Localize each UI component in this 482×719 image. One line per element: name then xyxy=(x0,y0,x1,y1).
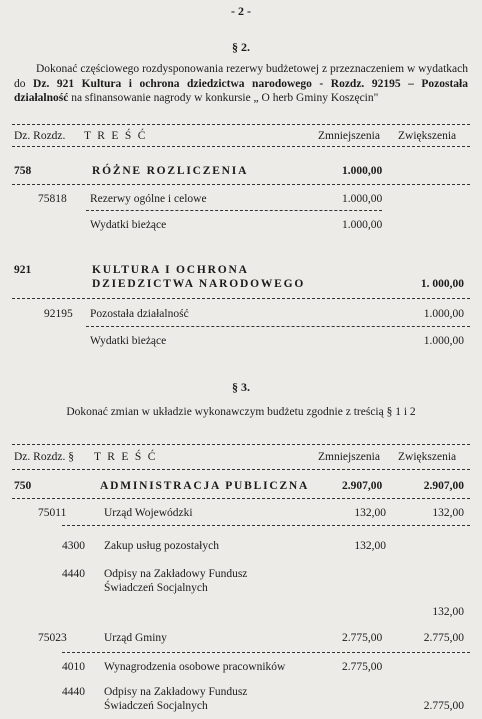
section-3-title: § 3. xyxy=(232,380,250,394)
page-number: - 2 - xyxy=(231,4,251,18)
row-increase: 132,00 xyxy=(432,606,464,618)
row-code: 75011 xyxy=(38,507,67,519)
row-code: 4010 xyxy=(62,661,85,673)
row-decrease: 1.000,00 xyxy=(342,193,383,205)
row-increase: 2.907,00 xyxy=(423,480,464,492)
divider xyxy=(62,525,470,526)
header-zwiekszenia: Zwiększenia xyxy=(398,451,457,463)
row-increase: 1. 000,00 xyxy=(420,278,464,290)
row-increase: 1.000,00 xyxy=(423,308,464,320)
header-zwiekszenia: Zwiększenia xyxy=(398,130,457,142)
divider xyxy=(12,444,470,445)
row-text: Wydatki bieżące xyxy=(90,219,167,231)
paragraph-bold-text: Dz. 921 Kultura i ochrona dziedzictwa narodowego - Rozdz. 92195 – Pozostała działalność xyxy=(14,77,468,105)
divider xyxy=(86,326,470,327)
row-increase: 132,00 xyxy=(432,507,464,519)
row-text: Pozostała działalność xyxy=(90,308,189,320)
row-code: 4440 xyxy=(62,568,85,580)
divider xyxy=(12,469,470,470)
paragraph-text: Dokonać częściowego rozdysponowania rezerwy budżetowej z przeznaczeniem w wydatkach do xyxy=(14,63,468,90)
row-text-line1: KULTURA I OCHRONA xyxy=(92,264,249,276)
divider xyxy=(12,184,470,185)
header-tresc: T R E Ś Ć xyxy=(84,130,148,142)
row-text: Wydatki bieżące xyxy=(90,335,167,347)
row-increase: 1.000,00 xyxy=(423,335,464,347)
divider xyxy=(12,298,470,299)
row-increase: 2.775,00 xyxy=(423,632,464,644)
header-dz-rozdz-par: Dz. Rozdz. § xyxy=(14,451,75,463)
row-code: 75818 xyxy=(38,193,67,205)
row-code: 750 xyxy=(14,480,32,492)
divider xyxy=(12,498,470,499)
row-decrease: 2.775,00 xyxy=(342,661,383,673)
divider xyxy=(62,652,470,653)
divider xyxy=(12,124,470,125)
row-text-line2: DZIEDZICTWA NARODOWEGO xyxy=(92,278,306,290)
row-text-line2: Świadczeń Socjalnych xyxy=(104,700,208,712)
row-code: 4300 xyxy=(62,540,85,552)
header-tresc: T R E Ś Ć xyxy=(94,451,158,463)
row-text: Urząd Wojewódzki xyxy=(104,507,193,519)
row-decrease: 1.000,00 xyxy=(342,165,383,177)
row-code: 75023 xyxy=(38,632,67,644)
row-decrease: 1.000,00 xyxy=(342,219,383,231)
section-3-paragraph: Dokonać zmian w układzie wykonawczym budżetu zgodnie z treścią § 1 i 2 xyxy=(66,406,416,418)
section-2-title: § 2. xyxy=(232,40,250,54)
row-text: Rezerwy ogólne i celowe xyxy=(90,193,207,205)
row-code: 4440 xyxy=(62,686,85,698)
row-text-line1: Odpisy na Zakładowy Fundusz xyxy=(104,686,248,698)
row-decrease: 2.907,00 xyxy=(342,480,383,492)
row-text: ADMINISTRACJA PUBLICZNA xyxy=(100,480,310,492)
row-decrease: 132,00 xyxy=(354,540,386,552)
paragraph-text-end: na sfinansowanie nagrody w konkursie „ O herb Gminy Koszęcin" xyxy=(71,92,379,105)
row-text-line1: Odpisy na Zakładowy Fundusz xyxy=(104,568,248,580)
divider xyxy=(86,210,382,211)
row-increase: 2.775,00 xyxy=(423,700,464,712)
row-code: 92195 xyxy=(44,308,73,320)
row-text: Zakup usług pozostałych xyxy=(104,540,219,552)
section-2-paragraph xyxy=(14,62,468,106)
row-text-line2: Świadczeń Socjalnych xyxy=(104,582,208,594)
row-text: Wynagrodzenia osobowe pracowników xyxy=(104,661,286,673)
row-text: RÓŻNE ROZLICZENIA xyxy=(92,165,249,177)
header-zmniejszenia: Zmniejszenia xyxy=(318,451,380,463)
header-dz-rozdz: Dz. Rozdz. xyxy=(14,130,66,142)
row-decrease: 132,00 xyxy=(354,507,386,519)
row-code: 921 xyxy=(14,264,32,276)
row-decrease: 2.775,00 xyxy=(342,632,383,644)
row-code: 758 xyxy=(14,165,32,177)
header-zmniejszenia: Zmniejszenia xyxy=(318,130,380,142)
row-text: Urząd Gminy xyxy=(104,632,167,644)
divider xyxy=(12,146,470,147)
